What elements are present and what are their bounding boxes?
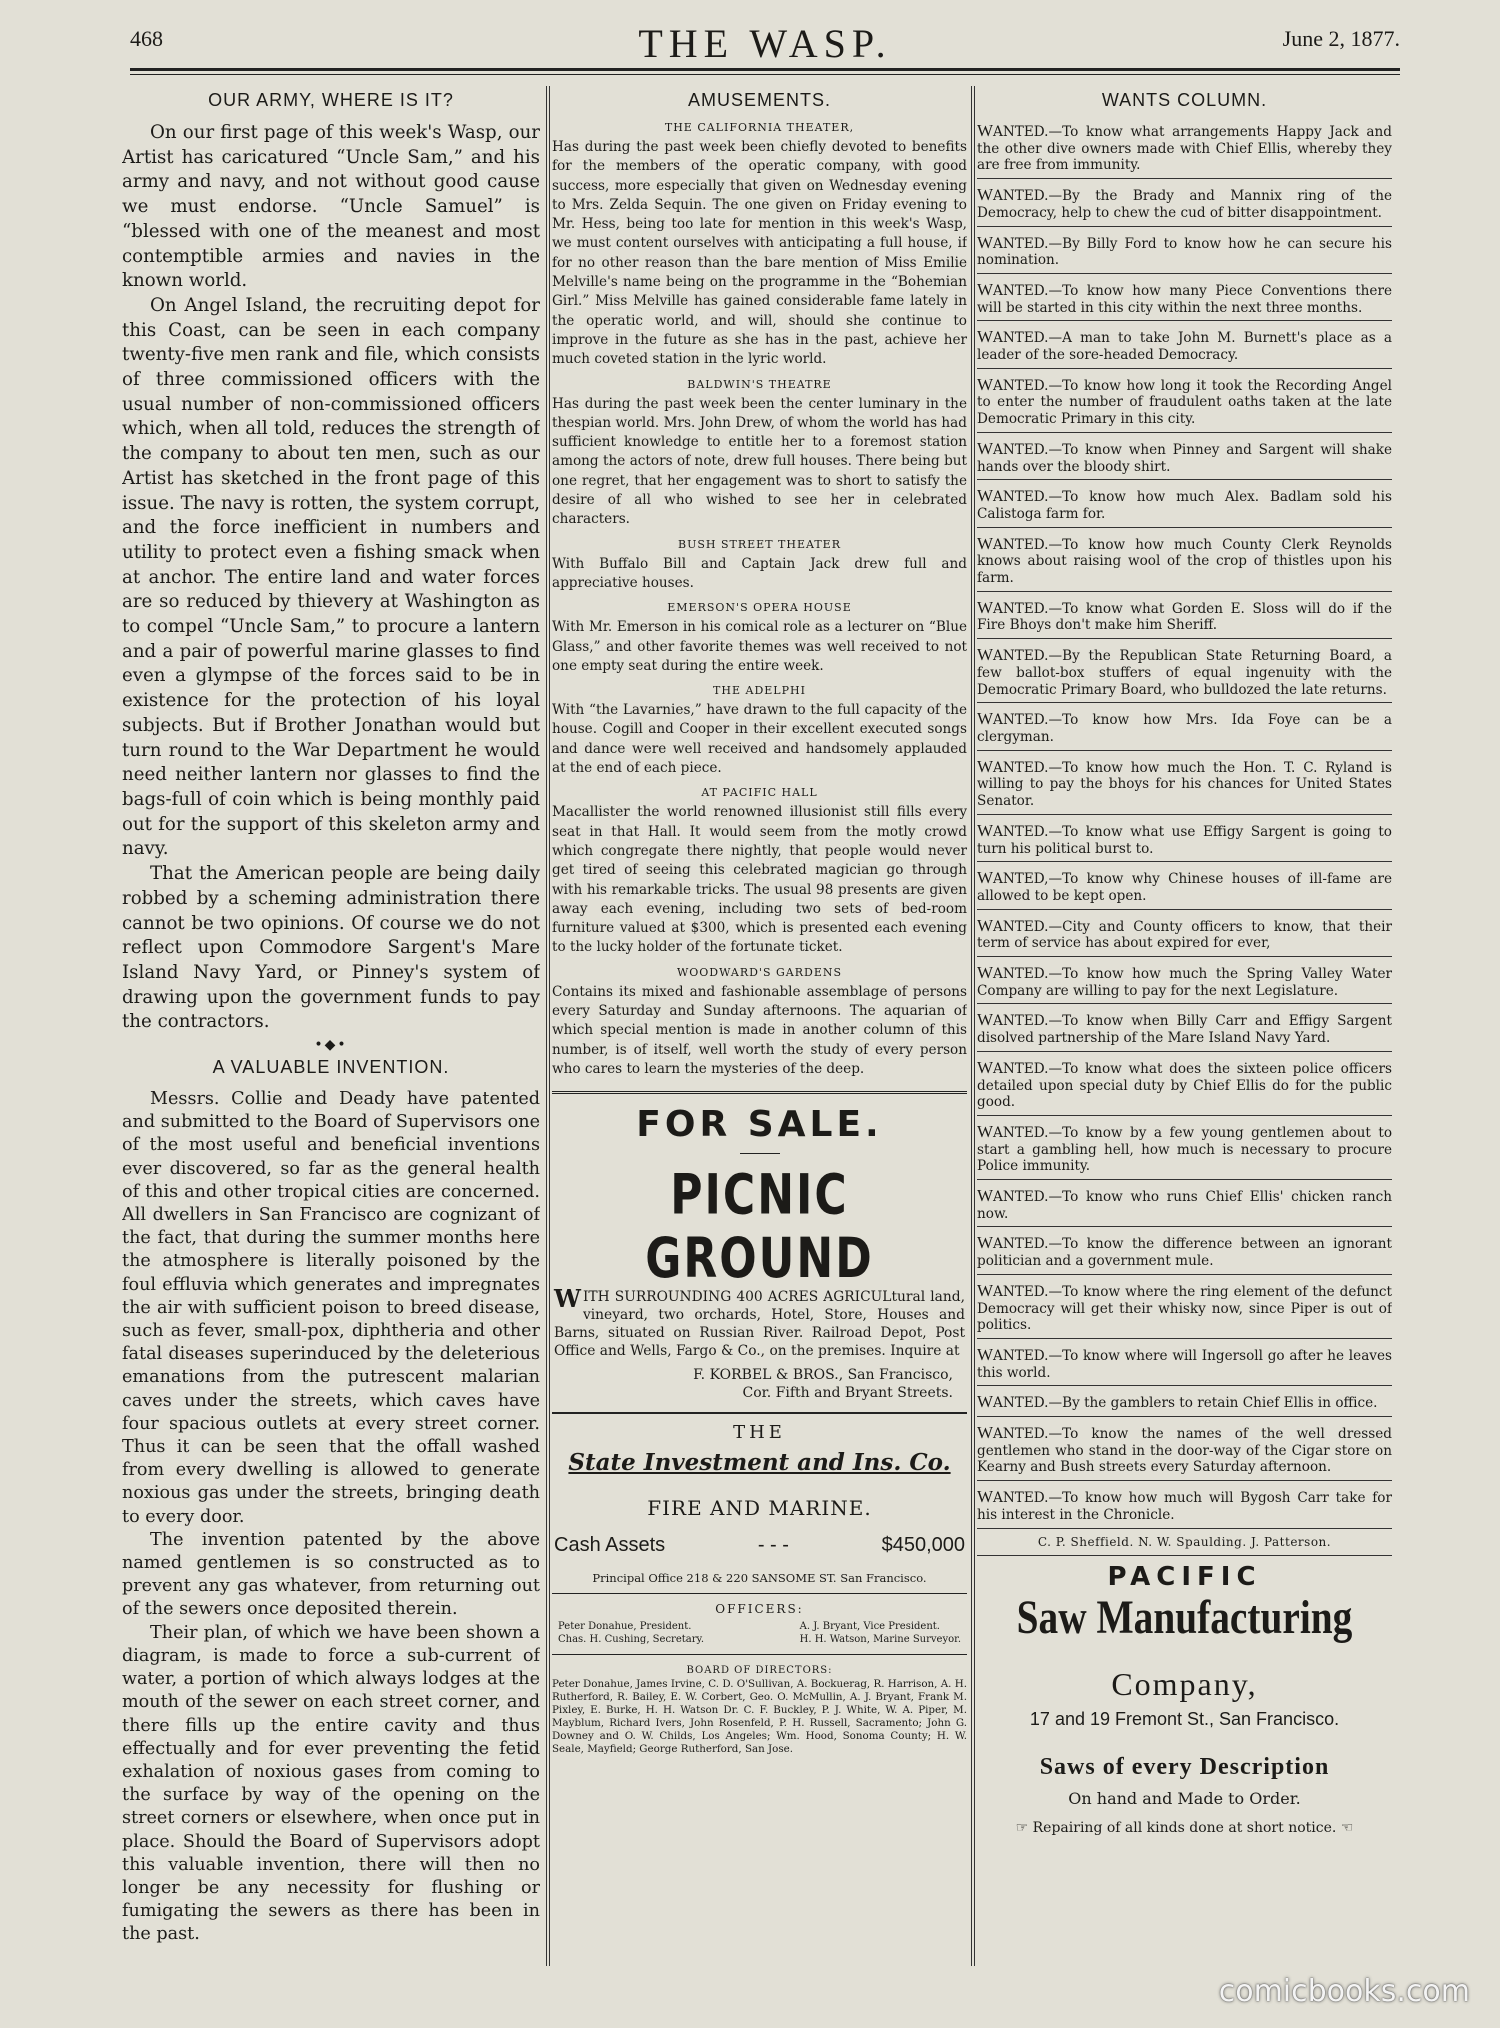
- want-body: ANTED.—To know where will Ingersoll go after he leaves this world.: [977, 1347, 1392, 1381]
- advert-for-sale: FOR SALE.: [636, 1104, 883, 1146]
- amusement-text: Contains its mixed and fashionable assemblage of persons every Saturday and Sunday afternoons. The aquarian of which special mention is made in another column of this number, is of itself, well worth the study of every person who cares to learn the mysteries of the deep.: [552, 983, 967, 1077]
- want-body: ANTED.—By the Brady and Mannix ring of the Democracy, help to chew the cud of bitter disappointment.: [977, 188, 1392, 221]
- want-body: ANTED.—To know how Mrs. Ida Foye can be a clergyman.: [977, 712, 1392, 745]
- short-rule: [740, 1153, 780, 1154]
- advert-saw-repair: ☞ Repairing of all kinds done at short notice. ☜: [1015, 1819, 1354, 1836]
- advert-rule: [552, 1654, 967, 1655]
- want-item: [977, 1058, 1392, 1116]
- want-text: [977, 915, 1392, 952]
- want-text: [977, 820, 1392, 857]
- column-divider: [974, 86, 975, 1966]
- advert-picnic-text: ITH SURROUNDING 400 ACRES AGRICULtural land, vineyard, two orchards, Hotel, Store, Houses and Barns, situated on Russian River. Railroad Depot, Post Office and Wells, Fargo & Co., on the premises. Inquire at: [554, 1289, 965, 1360]
- want-body: ANTED.—To know how much the Spring Valley Water Company are willing to pay for the next Legislature.: [977, 966, 1392, 999]
- want-item: [977, 1423, 1392, 1481]
- column-divider: [971, 86, 972, 1966]
- want-body: ANTED.—A man to take John M. Burnett's place as a leader of the sore-headed Democracy.: [977, 330, 1392, 364]
- want-body: ANTED.—To know where the ring element of the defunct Democracy will get their whisky now, since Piper is out of politics.: [977, 1283, 1392, 1334]
- advert-saw-address: 17 and 19 Fremont St., San Francisco.: [1029, 1708, 1340, 1729]
- want-initial: W: [977, 1010, 994, 1030]
- want-item: [977, 1010, 1392, 1051]
- want-body: ANTED.—To know what Gorden E. Sloss will do if the Fire Bhoys don't make him Sheriff.: [977, 600, 1392, 634]
- want-item: [977, 757, 1392, 815]
- want-body: ANTED.—To know the names of the well dressed gentlemen who stand in the door-way of the Cigar store on Kearny and Bush streets every Saturday afternoon.: [977, 1426, 1392, 1476]
- want-text: [977, 1280, 1392, 1334]
- want-text: [977, 374, 1392, 428]
- want-initial: W: [977, 709, 994, 729]
- want-item: [977, 280, 1392, 321]
- advert-saw-tagline: Saws of every Description: [1039, 1753, 1330, 1780]
- cash-value: $450,000: [881, 1534, 965, 1557]
- masthead-rule-thin: [130, 74, 1400, 75]
- want-initial: W: [977, 327, 994, 347]
- want-initial: W: [977, 374, 994, 394]
- want-item: [977, 916, 1392, 957]
- want-item: [977, 1281, 1392, 1339]
- want-body: ANTED.—To know how much the Hon. T. C. Ryland is willing to pay the bhoys for his chances for United States Senator.: [977, 759, 1392, 810]
- column-divider: [549, 86, 550, 1966]
- amusement-title: THE ADELPHI: [713, 684, 806, 698]
- want-text: [977, 711, 1392, 745]
- column-wants: [977, 86, 1392, 1966]
- want-initial: W: [977, 645, 994, 665]
- want-body: ANTED.—City and County officers to know, that their term of service has about expired for ever,: [977, 918, 1392, 952]
- want-text: [977, 329, 1392, 363]
- board-title: BOARD OF DIRECTORS:: [686, 1665, 833, 1677]
- masthead: [130, 16, 1400, 72]
- want-body: ANTED.—To know how long it took the Recording Angel to enter the number of fraudulent oaths taken at the late Democratic Primary in this city.: [977, 377, 1392, 428]
- advert-insurance-the: THE: [733, 1422, 786, 1444]
- want-item: [977, 185, 1392, 226]
- want-text: [977, 965, 1392, 999]
- want-initial: W: [977, 486, 994, 506]
- amusement-title: AT PACIFIC HALL: [701, 786, 818, 800]
- want-initial: W: [977, 915, 994, 935]
- advert-insurance-name: State Investment and Ins. Co.: [568, 1449, 951, 1477]
- advert-picnic-address: Cor. Fifth and Bryant Streets.: [742, 1385, 953, 1402]
- article-paragraph: That the American people are being daily robbed by a scheming administration there cannot be two opinions. Of course we do not reflect upon Commodore Sargent's Mare Island Navy Yard, or Pinney's system of drawing upon the government funds to pay the contractors.: [122, 863, 540, 1033]
- want-body: ANTED.—To know what use Effigy Sargent is going to turn his political burst to.: [977, 823, 1392, 857]
- cash-label: Cash Assets: [554, 1534, 666, 1557]
- want-initial: W: [977, 1186, 994, 1206]
- want-text: [977, 123, 1392, 174]
- want-initial: W: [977, 185, 994, 205]
- want-body: ANTED.—To know how much County Clerk Reynolds knows about raising wool of the crop of thistles upon his farm.: [977, 536, 1392, 587]
- want-initial: W: [977, 1280, 994, 1300]
- advert-rule: [977, 1555, 1392, 1556]
- amusement-title: BUSH STREET THEATER: [678, 537, 841, 551]
- want-body: ANTED.—To know by a few young gentlemen about to start a gambling hell, how much is necessary to procure Police immunity.: [977, 1124, 1392, 1175]
- article-separator: •◆•: [314, 1037, 348, 1054]
- want-initial: W: [977, 1487, 994, 1507]
- officers-title: OFFICERS:: [715, 1602, 804, 1617]
- want-initial: W: [977, 121, 994, 140]
- want-body: ANTED.—To know what does the sixteen police officers detailed upon special duty by Chief Ellis do for the public good.: [977, 1060, 1392, 1111]
- want-body: ANTED.—To know how many Piece Conventions there will be started in this city within the next three months.: [977, 282, 1392, 316]
- advert-insurance-kind: FIRE AND MARINE.: [647, 1496, 872, 1521]
- want-item: [977, 121, 1392, 179]
- advert-rule: [552, 1593, 967, 1594]
- article-heading-invention: A VALUABLE INVENTION.: [212, 1057, 450, 1078]
- want-text: [977, 647, 1392, 698]
- want-initial: W: [977, 533, 994, 553]
- officer: H. H. Watson, Marine Surveyor.: [799, 1634, 961, 1646]
- want-text: [977, 1012, 1392, 1046]
- amusement-text: Has during the past week been chiefly devoted to benefits for the members of the operatic company, with good success, more especially that given on Wednesday evening to Mrs. Zelda Sequin. The one given on Friday evening to Mr. Hess, being too late for mention in this week's Wasp, we must content ourselves with anticipating a full house, if for no other reason than the bare mention of Miss Emilie Melville's name being on the programme in the “Bohemian Girl.” Miss Melville has gained considerable fame lately in the operatic world, and will, should she continue to improve in the future as she has in the past, achieve her much coveted station in the lyric world.: [552, 139, 967, 368]
- want-initial: W: [977, 438, 994, 458]
- want-body: ANTED,—To know why Chinese houses of ill-fame are allowed to be kept open.: [977, 871, 1392, 904]
- want-text: [977, 187, 1392, 221]
- amusement-title: BALDWIN'S THEATRE: [687, 377, 832, 391]
- advert-saw-pacific: PACIFIC: [1107, 1561, 1262, 1592]
- want-body: ANTED.—To know how much Alex. Badlam sold his Calistoga farm for.: [977, 489, 1392, 522]
- amusement-title: WOODWARD'S GARDENS: [676, 965, 843, 979]
- want-body: ANTED.—To know who runs Chief Ellis' chicken ranch now.: [977, 1189, 1392, 1222]
- want-initial: W: [977, 1344, 994, 1364]
- article-paragraph: On our first page of this week's Wasp, our Artist has caricatured “Uncle Sam,” and his army and navy, and not without good cause we must endorse. “Uncle Samuel” is “blessed with one of the meanest and most contemptible armies and navies in the known world.: [122, 122, 540, 292]
- want-initial: W: [977, 963, 994, 983]
- want-text: [977, 438, 1392, 475]
- want-initial: W: [977, 756, 994, 776]
- advert-picnic-signature: F. KORBEL & BROS., San Francisco,: [693, 1367, 953, 1384]
- want-text: [977, 597, 1392, 634]
- amusements-list: [552, 121, 967, 1079]
- want-body: ANTED.—To know the difference between an ignorant politician and a government mule.: [977, 1236, 1392, 1270]
- want-item: [977, 1487, 1392, 1528]
- want-text: [977, 488, 1392, 522]
- section-heading-wants: WANTS COLUMN.: [1101, 90, 1268, 110]
- want-body: ANTED.—To know what arrangements Happy Jack and the other dive owners made with Chief Ellis, whereby they are free from immunity.: [977, 124, 1392, 174]
- page-number: 468: [130, 26, 163, 51]
- want-text: [977, 756, 1392, 810]
- advert-saw-company: Company,: [1111, 1665, 1258, 1702]
- want-body: ANTED.—To know when Billy Carr and Effigy Sargent disolved partnership of the Mare Island Navy Yard.: [977, 1013, 1392, 1047]
- want-initial: W: [977, 1057, 994, 1077]
- want-body: ANTED.—To know how much will Bygosh Carr take for his interest in the Chronicle.: [977, 1490, 1392, 1523]
- column-divider: [546, 86, 547, 1966]
- cash-dashes: - - -: [757, 1534, 789, 1557]
- want-item: [977, 1122, 1392, 1180]
- officer: Peter Donahue, President.: [558, 1621, 692, 1633]
- want-item: [977, 439, 1392, 480]
- amusement-title: THE CALIFORNIA THEATER,: [664, 121, 855, 134]
- want-text: [977, 1425, 1392, 1476]
- officers-right: [800, 1620, 961, 1646]
- want-body: ANTED.—By the gamblers to retain Chief Ellis in office.: [993, 1395, 1378, 1412]
- want-text: [977, 1344, 1392, 1381]
- want-initial: W: [977, 232, 994, 252]
- want-initial: W: [977, 1392, 994, 1412]
- advert-rule: [552, 1412, 967, 1414]
- want-initial: W: [977, 820, 994, 840]
- advert-office: Principal Office 218 & 220 SANSOME ST. San Francisco.: [592, 1571, 927, 1586]
- want-initial: W: [977, 868, 994, 888]
- want-text: [977, 1188, 1392, 1222]
- want-item: [977, 963, 1392, 1004]
- want-item: [977, 233, 1392, 274]
- want-initial: W: [977, 1423, 994, 1443]
- want-text: [977, 1489, 1392, 1523]
- amusement-text: Macallister the world renowned illusionist still fills every seat in that Hall. It would seem from the motly crowd which congregate there nightly, that people would never get tired of seeing this celebrated magician go through with his remarkable tricks. The usual 98 presents are given away each evening, including two sets of bed-room furniture valued at $300, which is presented each evening to the lucky holder of the fortunate ticket.: [552, 804, 967, 956]
- amusement-text: With Mr. Emerson in his comical role as a lecturer on “Blue Glass,” and other favorite themes was well received to not one empty seat during the entire week.: [552, 619, 967, 674]
- want-text: [977, 279, 1392, 316]
- article-army-body: [122, 121, 540, 1035]
- section-rule: [552, 1091, 967, 1094]
- amusement-title: EMERSON'S OPERA HOUSE: [667, 601, 852, 615]
- want-item: [977, 327, 1392, 368]
- amusement-text: With “the Lavarnies,” have drawn to the full capacity of the house. Cogill and Cooper in their excellent executed songs and dance were well received and handsomely applauded at the end of each piece.: [552, 702, 967, 777]
- want-text: [977, 232, 1392, 269]
- watermark: comicbooks.com: [1218, 1974, 1470, 2009]
- article-paragraph: The invention patented by the above named gentlemen is so constructed as to prevent any gas whatever, from returning out of the sewers once deposited therein.: [122, 1529, 540, 1620]
- want-item: [977, 1392, 1392, 1417]
- advert-picnic-ground: [552, 1104, 967, 1414]
- advert-picnic-title: PICNIC GROUND: [645, 1163, 874, 1291]
- advert-saw-title: Saw Manufacturing: [1016, 1590, 1353, 1644]
- want-text: [977, 1121, 1392, 1175]
- advert-picnic-body: [554, 1284, 965, 1360]
- want-text: [977, 1235, 1392, 1269]
- officers-list: [552, 1620, 967, 1646]
- officer: A. J. Bryant, Vice President.: [799, 1621, 940, 1633]
- want-item: [977, 868, 1392, 909]
- want-initial: W: [977, 1121, 994, 1141]
- want-initial: W: [977, 1233, 994, 1253]
- officers-left: [558, 1620, 704, 1646]
- column-editorial: [122, 86, 540, 1966]
- amusement-text: With Buffalo Bill and Captain Jack drew full and appreciative houses.: [552, 555, 967, 591]
- want-body: ANTED.—To know when Pinney and Sargent will shake hands over the bloody shirt.: [977, 441, 1392, 475]
- newspaper-title: THE WASP.: [638, 21, 892, 66]
- drop-cap: W: [554, 1284, 581, 1314]
- officer: Chas. H. Cushing, Secretary.: [558, 1634, 705, 1646]
- section-heading-amusements: AMUSEMENTS.: [687, 90, 831, 110]
- want-body: ANTED.—By the Republican State Returning Board, a few ballot-box stuffers of equal ingenuity with the Democratic Primary Board, who bulldozed the late returns.: [977, 648, 1392, 698]
- advert-saw-onhand: On hand and Made to Order.: [1068, 1788, 1301, 1808]
- want-text: [977, 1057, 1392, 1111]
- article-heading-army: OUR ARMY, WHERE IS IT?: [208, 90, 454, 110]
- want-item: [977, 534, 1392, 592]
- want-item: [977, 1345, 1392, 1386]
- want-item: [977, 645, 1392, 703]
- article-paragraph: Their plan, of which we have been shown a diagram, is made to force a sub-current of water, a portion of which always lodges at the mouth of the sewer on each street corner, and there fills up the entire cavity and thus effectually and for ever preventing the fetid exhalation of noxious gases from coming to the surface by way of the opening on the street corners or elsewhere, when once put in place. Should the Board of Supervisors adopt this valuable invention, there will then no longer be any necessity for flushing or fumigating the sewers as there has been in the past.: [122, 1622, 540, 1945]
- issue-date: June 2, 1877.: [1282, 26, 1400, 51]
- article-invention-body: [122, 1088, 540, 1947]
- board-list: Peter Donahue, James Irvine, C. D. O'Sullivan, A. Bockuerag, R. Harrison, A. H. Rutherford, R. Bailey, E. W. Corbert, Geo. O. McMullin, A. J. Bryant, Frank M. Pixley, E. Burke, H. H. Watson Dr. C. F. Buckley, P. J. White, W. A. Piper, M. Mayblum, Richard Ivers, John Rosenfeld, P. H. Russell, Sacramento; John G. Downey and O. W. Childs, Los Angeles; Wm. Hood, Sonoma County; H. W. Seale, Mayfield; George Rutherford, San Jose.: [552, 1678, 967, 1756]
- want-item: [977, 598, 1392, 639]
- want-item: [977, 1186, 1392, 1227]
- want-item: [977, 486, 1392, 527]
- advert-saw-owners: C. P. Sheffield. N. W. Spaulding. J. Patterson.: [1037, 1534, 1332, 1549]
- wants-list: [977, 121, 1392, 1529]
- want-item: [977, 821, 1392, 862]
- article-paragraph: On Angel Island, the recruiting depot for this Coast, can be seen in each company twenty-five men rank and file, which consists of three commissioned officers with the usual number of non-commissioned officers which, when all told, reduces the strength of the company to about ten men, such as our Artist has sketched in the front page of this issue. The navy is rotten, the system corrupt, and the force inefficient in numbers and utility to protect even a fishing smack when at anchor. The entire land and water forces are so reduced by thievery at Washington as to compel “Uncle Sam,” to procure a lantern and a pair of powerful marine glasses to find even a glympse of the forces said to be in existence for the protection of his loyal subjects. But if Brother Jonathan would but turn round to the War Department he would need neither lantern nor glasses to find the bags-full of coin which is being monthly paid out for the support of this skeleton army and navy.: [122, 294, 540, 860]
- article-paragraph: Messrs. Collie and Deady have patented and submitted to the Board of Supervisors one of the most useful and beneficial inventions ever discovered, so far as the general health of this and other tropical cities are concerned. All dwellers in San Francisco are cognizant of the fact, that during the summer months here the atmosphere is literally poisoned by the foul effluvia which generates and impregnates the air with sufficient poison to breed disease, such as fever, small-pox, diphtheria and other fatal diseases superinduced by the deleterious emanations from the putrescent malarian caves under the streets, which caves have four spacious outlets at every street corner. Thus it can be seen that the offall washed from every dwelling is allowed to generate noxious gas under the streets, bringing death to every door.: [122, 1089, 540, 1527]
- want-item: [977, 709, 1392, 750]
- want-initial: W: [977, 279, 994, 299]
- want-initial: W: [977, 597, 994, 617]
- advert-cash-assets: [552, 1534, 967, 1557]
- want-text: [977, 1394, 1392, 1412]
- amusement-text: Has during the past week been the center luminary in the thespian world. Mrs. John Drew, of whom the world has had sufficient knowledge to entitle her to a foremost station among the actors of note, drew full houses. There being but one regret, that her engagement was to short to satisfy the desire of all who wished to see her in celebrated characters.: [552, 395, 967, 528]
- want-item: [977, 375, 1392, 433]
- want-body: ANTED.—By Billy Ford to know how he can secure his nomination.: [977, 235, 1392, 269]
- want-text: [977, 533, 1392, 587]
- column-amusements: [552, 86, 967, 1966]
- advert-insurance: [552, 1422, 967, 1756]
- want-item: [977, 1233, 1392, 1274]
- want-text: [977, 870, 1392, 904]
- masthead-rule: [130, 68, 1400, 71]
